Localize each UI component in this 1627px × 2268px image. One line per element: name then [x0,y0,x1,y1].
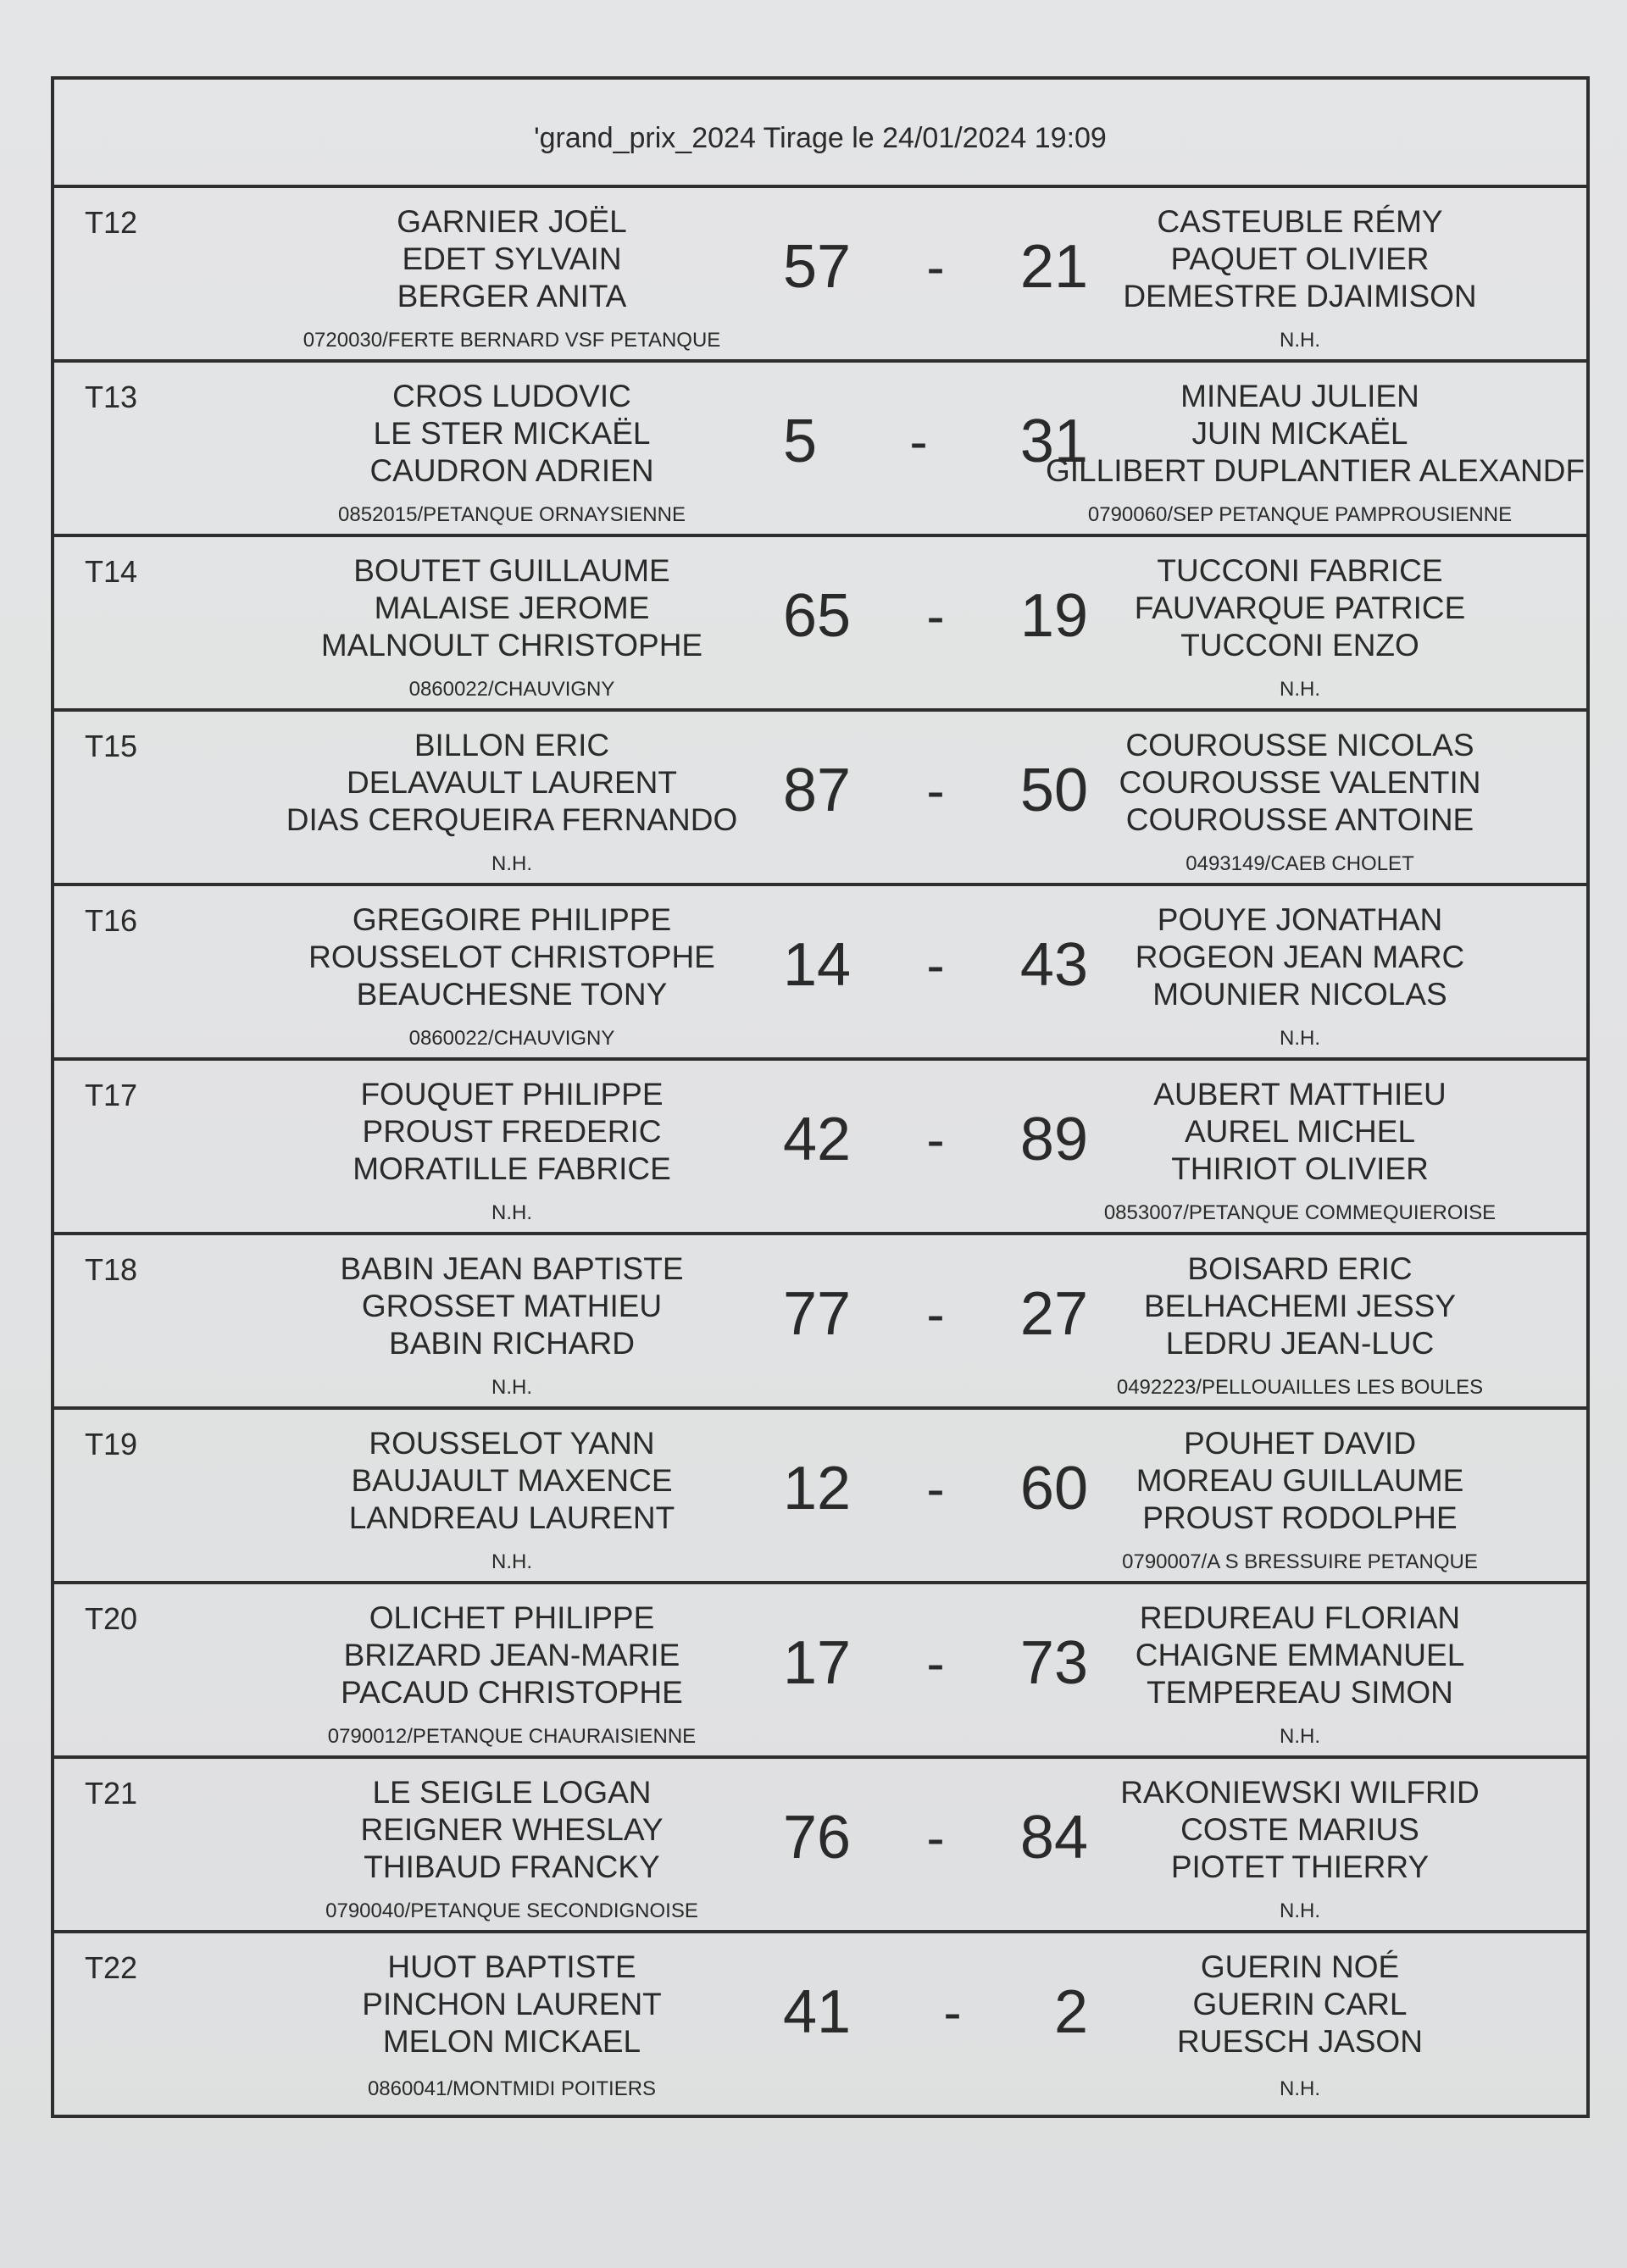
left-club: 0720030/FERTE BERNARD VSF PETANQUE [303,329,721,352]
player-name: COUROUSSE VALENTIN [1119,765,1481,800]
left-club: 0852015/PETANQUE ORNAYSIENNE [338,503,686,526]
score-right: 19 [1019,582,1088,650]
player-name: BERGER ANITA [397,279,627,313]
left-club: 0790012/PETANQUE CHAURAISIENNE [327,1725,697,1748]
right-club: 0493149/CAEB CHOLET [1186,852,1414,875]
match-row [54,1584,1586,1759]
left-club: N.H. [491,852,532,875]
match-row [54,1933,1586,2108]
player-name: LE STER MICKAËL [373,416,651,451]
left-team [224,378,800,490]
score-right: 73 [1019,1629,1088,1697]
player-name: MOREAU GUILLAUME [1136,1463,1464,1498]
left-club: N.H. [491,1376,532,1399]
player-name: ROGEON JEAN MARC [1135,940,1465,974]
score-left: 57 [783,233,852,301]
table-number: T19 [85,1427,138,1461]
score-left: 5 [783,408,818,475]
score [783,1105,1088,1174]
score-left: 65 [783,582,852,650]
left-team [224,727,800,839]
match-row [54,886,1586,1061]
score-right: 60 [1019,1455,1088,1522]
player-name: BAUJAULT MAXENCE [351,1463,673,1498]
right-team [1046,901,1554,1013]
right-team [1046,1076,1554,1188]
player-name: DEMESTRE DJAIMISON [1123,279,1477,313]
left-team [224,203,800,315]
left-club: 0860022/CHAUVIGNY [408,678,615,701]
player-name: THIBAUD FRANCKY [364,1849,660,1884]
right-club: 0790007/A S BRESSUIRE PETANQUE [1122,1550,1478,1573]
player-name: MORATILLE FABRICE [353,1151,671,1186]
table-number: T22 [85,1950,138,1985]
left-team [224,1949,800,2060]
score-separator: - [943,1982,962,2043]
score [783,930,1088,1000]
player-name: LANDREAU LAURENT [348,1500,675,1535]
player-name: PACAUD CHRISTOPHE [341,1675,683,1710]
player-name: GARNIER JOËL [397,204,627,239]
score-left: 87 [783,757,852,824]
score-right: 21 [1019,233,1088,301]
player-name: BABIN JEAN BAPTISTE [340,1251,684,1286]
player-name: PIOTET THIERRY [1170,1849,1430,1884]
player-name: DELAVAULT LAURENT [347,765,677,800]
score-separator: - [926,1284,945,1345]
player-name: CASTEUBLE RÉMY [1157,204,1443,239]
score-left: 14 [783,931,852,999]
left-team [224,1250,800,1362]
player-name: COUROUSSE ANTOINE [1125,802,1474,837]
player-name: GROSSET MATHIEU [361,1289,663,1323]
player-name: BELHACHEMI JESSY [1143,1289,1457,1323]
match-row [54,1235,1586,1410]
player-name: BOISARD ERIC [1187,1251,1413,1286]
right-club: 0790060/SEP PETANQUE PAMPROUSIENNE [1087,503,1513,526]
score-separator: - [926,236,945,297]
table-number: T15 [85,729,138,763]
right-club: N.H. [1280,1725,1320,1748]
score-left: 76 [783,1804,852,1872]
right-club: 0492223/PELLOUAILLES LES BOULES [1116,1376,1484,1399]
right-club: N.H. [1280,1899,1320,1922]
match-row [54,363,1586,537]
score [783,1803,1088,1872]
right-team [1046,1425,1554,1537]
score-left: 77 [783,1280,852,1348]
left-team [224,901,800,1013]
left-club: N.H. [491,1201,532,1224]
right-team [1046,1250,1554,1362]
match-row [54,188,1586,363]
left-team [224,1774,800,1886]
score-separator: - [926,1458,945,1519]
player-name: CAUDRON ADRIEN [369,453,654,488]
score [783,232,1088,302]
score-right: 84 [1019,1804,1088,1872]
score-separator: - [926,585,945,646]
match-row [54,1061,1586,1235]
player-name: GREGOIRE PHILIPPE [352,902,672,937]
player-name: JUIN MICKAËL [1191,416,1408,451]
table-number: T17 [85,1078,138,1112]
score-right: 2 [1053,1978,1088,2046]
right-team [1046,552,1554,664]
player-name: MALAISE JEROME [374,591,650,625]
score-right: 43 [1019,931,1088,999]
player-name: POUHET DAVID [1183,1426,1417,1461]
player-name: BRIZARD JEAN-MARIE [343,1638,680,1672]
score-separator: - [926,1807,945,1868]
player-name: RAKONIEWSKI WILFRID [1120,1775,1480,1810]
score [783,1628,1088,1698]
score-left: 42 [783,1106,852,1173]
player-name: RUESCH JASON [1177,2024,1423,2059]
player-name: GUERIN CARL [1192,1987,1408,2021]
score-separator: - [926,1633,945,1694]
left-club: N.H. [491,1550,532,1573]
player-name: COUROUSSE NICOLAS [1125,728,1474,762]
score [783,1977,1088,2047]
player-name: FAUVARQUE PATRICE [1134,591,1466,625]
score [783,756,1088,825]
left-team [224,1425,800,1537]
table-number: T21 [85,1776,138,1811]
player-name: TUCCONI FABRICE [1157,553,1443,588]
player-name: PROUST RODOLPHE [1142,1500,1458,1535]
player-name: MOUNIER NICOLAS [1152,977,1447,1012]
player-name: DIAS CERQUEIRA FERNANDO [286,802,738,837]
right-team [1046,1949,1554,2060]
player-name: FOUQUET PHILIPPE [360,1077,664,1112]
left-club: 0790040/PETANQUE SECONDIGNOISE [325,1899,698,1922]
match-row [54,1410,1586,1584]
player-name: LEDRU JEAN-LUC [1165,1326,1435,1361]
player-name: MELON MICKAEL [382,2024,641,2059]
player-name: TUCCONI ENZO [1180,628,1419,663]
player-name: MINEAU JULIEN [1180,379,1419,413]
score-separator: - [909,411,928,472]
table-number: T12 [85,205,138,240]
player-name: PAQUET OLIVIER [1170,241,1430,276]
player-name: BOUTET GUILLAUME [353,553,670,588]
left-club: 0860022/CHAUVIGNY [408,1027,615,1050]
player-name: POUYE JONATHAN [1157,902,1443,937]
score-left: 41 [783,1978,852,2046]
player-name: AUBERT MATTHIEU [1153,1077,1447,1112]
player-name: OLICHET PHILIPPE [369,1600,655,1635]
match-row [54,537,1586,712]
score-right: 50 [1019,757,1088,824]
player-name: LE SEIGLE LOGAN [372,1775,652,1810]
player-name: REIGNER WHESLAY [360,1812,664,1847]
right-club: N.H. [1280,329,1320,352]
player-name: HUOT BAPTISTE [387,1949,636,1984]
right-club: 0853007/PETANQUE COMMEQUIEROISE [1103,1201,1497,1224]
page-title: 'grand_prix_2024 Tirage le 24/01/2024 19:09 [54,80,1586,188]
score-separator: - [926,934,945,995]
score [783,407,1088,476]
player-name: GILLIBERT DUPLANTIER ALEXANDF [1046,453,1585,488]
player-name: TEMPEREAU SIMON [1147,1675,1453,1710]
score-right: 31 [1019,408,1088,475]
player-name: ROUSSELOT CHRISTOPHE [308,940,715,974]
table-number: T14 [85,554,138,589]
player-name: GUERIN NOÉ [1200,1949,1400,1984]
score-left: 12 [783,1455,852,1522]
right-team [1046,203,1554,315]
player-name: CROS LUDOVIC [392,379,631,413]
score [783,1454,1088,1523]
player-name: PINCHON LAURENT [362,1987,662,2021]
left-team [224,552,800,664]
left-club: 0860041/MONTMIDI POITIERS [367,2077,657,2100]
left-team [224,1076,800,1188]
right-club: N.H. [1280,678,1320,701]
player-name: CHAIGNE EMMANUEL [1135,1638,1465,1672]
player-name: ROUSSELOT YANN [369,1426,655,1461]
score [783,1279,1088,1349]
player-name: PROUST FREDERIC [362,1114,662,1149]
table-number: T13 [85,380,138,414]
player-name: EDET SYLVAIN [402,241,622,276]
player-name: THIRIOT OLIVIER [1171,1151,1429,1186]
draw-table [51,76,1590,2118]
table-number: T20 [85,1601,138,1636]
score-right: 89 [1019,1106,1088,1173]
player-name: REDUREAU FLORIAN [1139,1600,1461,1635]
match-row [54,712,1586,886]
right-team [1046,1774,1554,1886]
player-name: MALNOULT CHRISTOPHE [320,628,703,663]
score-left: 17 [783,1629,852,1697]
right-club: N.H. [1280,2077,1320,2100]
player-name: BABIN RICHARD [389,1326,635,1361]
player-name: COSTE MARIUS [1180,1812,1419,1847]
match-list [54,188,1586,2108]
right-team [1046,727,1554,839]
player-name: BILLON ERIC [414,728,610,762]
right-club: N.H. [1280,1027,1320,1050]
player-name: AUREL MICHEL [1184,1114,1416,1149]
score [783,581,1088,651]
right-team [1046,378,1585,490]
table-number: T16 [85,903,138,938]
score-separator: - [926,1109,945,1170]
score-right: 27 [1019,1280,1088,1348]
score-separator: - [926,760,945,821]
player-name: BEAUCHESNE TONY [356,977,668,1012]
match-row [54,1759,1586,1933]
table-number: T18 [85,1252,138,1287]
left-team [224,1600,800,1711]
right-team [1046,1600,1554,1711]
